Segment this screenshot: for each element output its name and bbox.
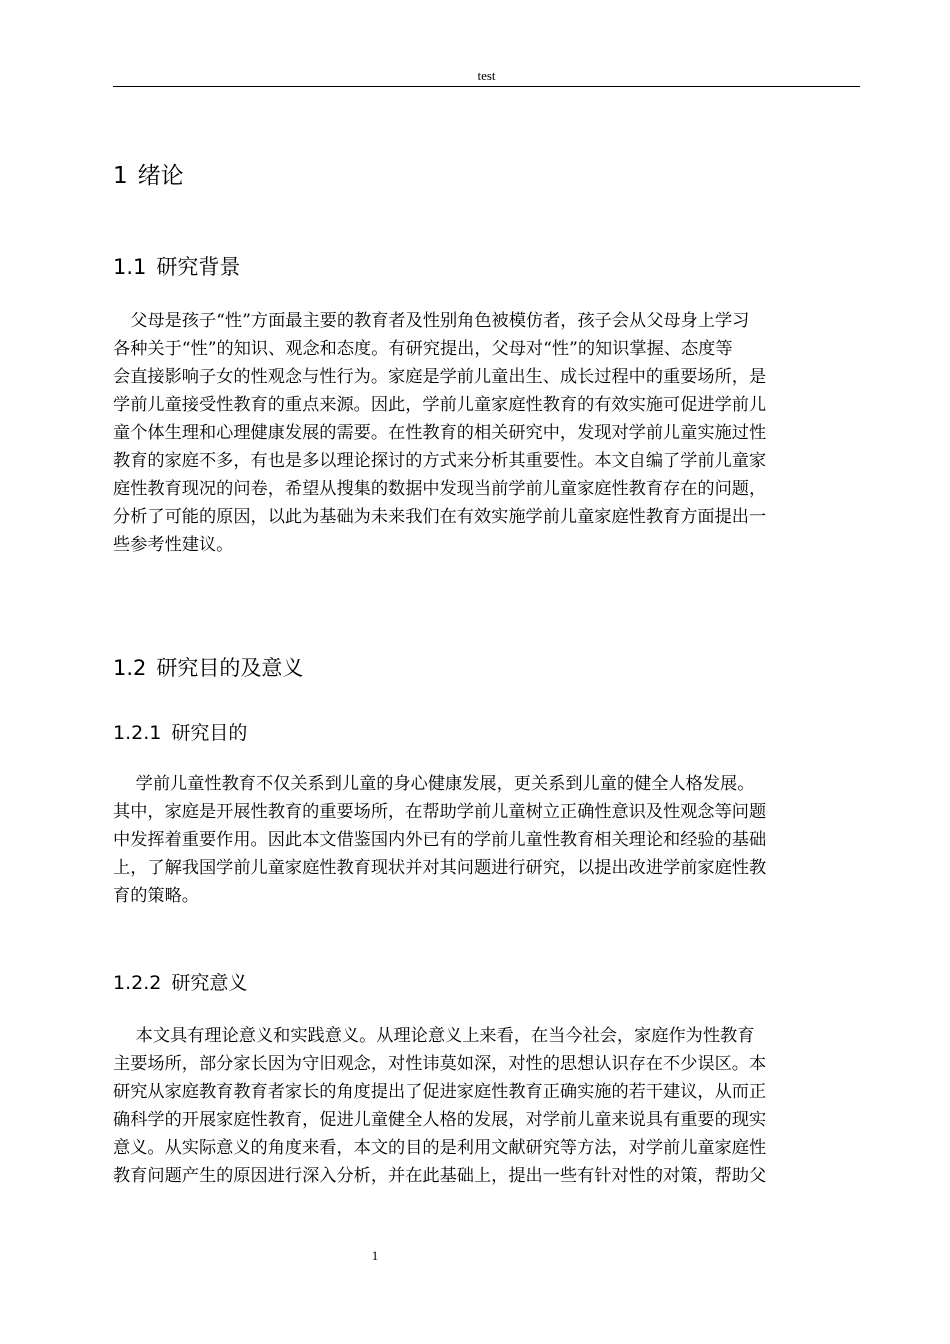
text-line: 中发挥着重要作用。因此本文借鉴国内外已有的学前儿童性教育相关理论和经验的基础 bbox=[113, 830, 767, 850]
heading-title: 研究意义 bbox=[171, 972, 248, 994]
text-line: 庭性教育现况的问卷，希望从搜集的数据中发现当前学前儿童家庭性教育存在的问题， bbox=[113, 479, 767, 499]
heading-title: 研究目的及意义 bbox=[156, 656, 304, 680]
header-rule bbox=[113, 86, 860, 87]
page-number: 1 bbox=[371, 1248, 379, 1263]
heading-1-introduction bbox=[113, 160, 184, 192]
heading-2-purpose-and-significance bbox=[113, 653, 303, 683]
text-line: 其中，家庭是开展性教育的重要场所，在帮助学前儿童树立正确性意识及性观念等问题 bbox=[113, 802, 767, 822]
paragraph-purpose bbox=[113, 770, 853, 910]
heading-title: 绪论 bbox=[137, 163, 184, 189]
text-line: 教育的家庭不多，有也是多以理论探讨的方式来分析其重要性。本文自编了学前儿童家 bbox=[113, 451, 767, 471]
text-line: 教育问题产生的原因进行深入分析，并在此基础上，提出一些有针对性的对策，帮助父 bbox=[113, 1166, 767, 1186]
paragraph-significance bbox=[113, 1022, 853, 1190]
text-line: 学前儿童接受性教育的重点来源。因此，学前儿童家庭性教育的有效实施可促进学前儿 bbox=[113, 395, 767, 415]
text-line: 童个体生理和心理健康发展的需要。在性教育的相关研究中，发现对学前儿童实施过性 bbox=[113, 423, 767, 443]
heading-number: 1.2 bbox=[113, 656, 147, 680]
heading-number: 1.2.2 bbox=[113, 972, 162, 994]
text-line: 研究从家庭教育教育者家长的角度提出了促进家庭性教育正确实施的若干建议，从而正 bbox=[113, 1082, 767, 1102]
heading-title: 研究背景 bbox=[156, 255, 241, 279]
text-line: 主要场所，部分家长因为守旧观念，对性讳莫如深，对性的思想认识存在不少误区。本 bbox=[113, 1054, 767, 1074]
running-header: test bbox=[477, 68, 496, 83]
text-line: 育的策略。 bbox=[113, 886, 199, 906]
text-line: 父母是孩子“性”方面最主要的教育者及性别角色被模仿者，孩子会从父母身上学习 bbox=[113, 311, 750, 331]
text-line: 上，了解我国学前儿童家庭性教育现状并对其问题进行研究，以提出改进学前家庭性教 bbox=[113, 858, 767, 878]
heading-number: 1 bbox=[113, 163, 128, 189]
text-line: 分析了可能的原因，以此为基础为未来我们在有效实施学前儿童家庭性教育方面提出一 bbox=[113, 507, 767, 527]
text-line: 确科学的开展家庭性教育，促进儿童健全人格的发展，对学前儿童来说具有重要的现实 bbox=[113, 1110, 767, 1130]
text-line: 学前儿童性教育不仅关系到儿童的身心健康发展，更关系到儿童的健全人格发展。 bbox=[113, 774, 755, 794]
text-line: 各种关于“性”的知识、观念和态度。有研究提出，父母对“性”的知识掌握、态度等 bbox=[113, 339, 733, 359]
heading-number: 1.1 bbox=[113, 255, 147, 279]
text-line: 会直接影响子女的性观念与性行为。家庭是学前儿童出生、成长过程中的重要场所，是 bbox=[113, 367, 767, 387]
text-line: 些参考性建议。 bbox=[113, 535, 234, 555]
heading-3-significance bbox=[113, 969, 247, 997]
paragraph-background bbox=[113, 307, 853, 559]
text-line: 意义。从实际意义的角度来看，本文的目的是利用文献研究等方法，对学前儿童家庭性 bbox=[113, 1138, 767, 1158]
heading-title: 研究目的 bbox=[171, 722, 248, 744]
heading-number: 1.2.1 bbox=[113, 722, 162, 744]
heading-2-background bbox=[113, 252, 240, 282]
text-line: 本文具有理论意义和实践意义。从理论意义上来看，在当今社会，家庭作为性教育 bbox=[113, 1026, 755, 1046]
heading-3-purpose bbox=[113, 719, 247, 747]
